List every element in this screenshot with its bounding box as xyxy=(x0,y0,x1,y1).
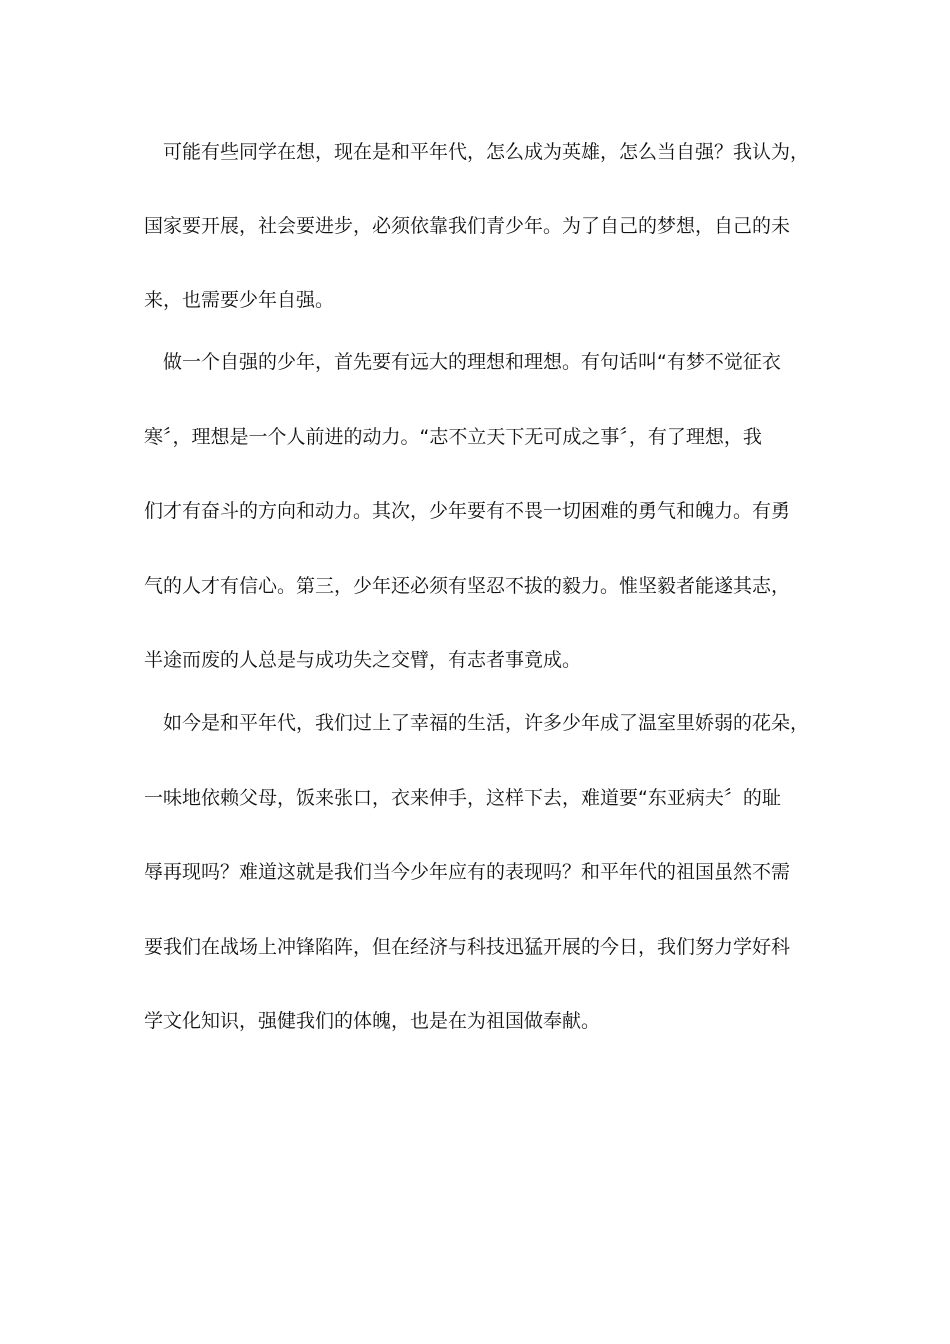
paragraph-3-line-1: 如今是和平年代，我们过上了幸福的生活，许多少年成了温室里娇弱的花朵， xyxy=(163,712,810,734)
paragraph-2-line-2: 寒〞，理想是一个人前进的动力。“志不立天下无可成之事〞，有了理想，我 xyxy=(144,426,762,448)
paragraph-2-line-1: 做一个自强的少年，首先要有远大的理想和理想。有句话叫“有梦不觉征衣 xyxy=(163,351,781,373)
paragraph-1-line-2: 国家要开展，社会要进步，必须依靠我们青少年。为了自己的梦想，自己的未 xyxy=(144,215,791,237)
paragraph-3-line-2: 一味地依赖父母，饭来张口，衣来伸手，这样下去，难道要“东亚病夫〞的耻 xyxy=(144,787,781,809)
paragraph-2-line-5: 半途而废的人总是与成功失之交臂，有志者事竟成。 xyxy=(144,649,582,671)
paragraph-2-line-3: 们才有奋斗的方向和动力。其次，少年要有不畏一切困难的勇气和魄力。有勇 xyxy=(144,500,791,522)
paragraph-2-line-4: 气的人才有信心。第三，少年还必须有坚忍不拔的毅力。惟坚毅者能遂其志， xyxy=(144,575,791,597)
paragraph-3-line-3: 辱再现吗？难道这就是我们当今少年应有的表现吗？和平年代的祖国虽然不需 xyxy=(144,861,791,883)
paragraph-1-line-3: 来，也需要少年自强。 xyxy=(144,289,335,311)
paragraph-3-line-5: 学文化知识，强健我们的体魄，也是在为祖国做奉献。 xyxy=(144,1010,601,1032)
paragraph-3-line-4: 要我们在战场上冲锋陷阵，但在经济与科技迅猛开展的今日，我们努力学好科 xyxy=(144,936,791,958)
paragraph-1-line-1: 可能有些同学在想，现在是和平年代，怎么成为英雄，怎么当自强？我认为， xyxy=(163,141,810,163)
